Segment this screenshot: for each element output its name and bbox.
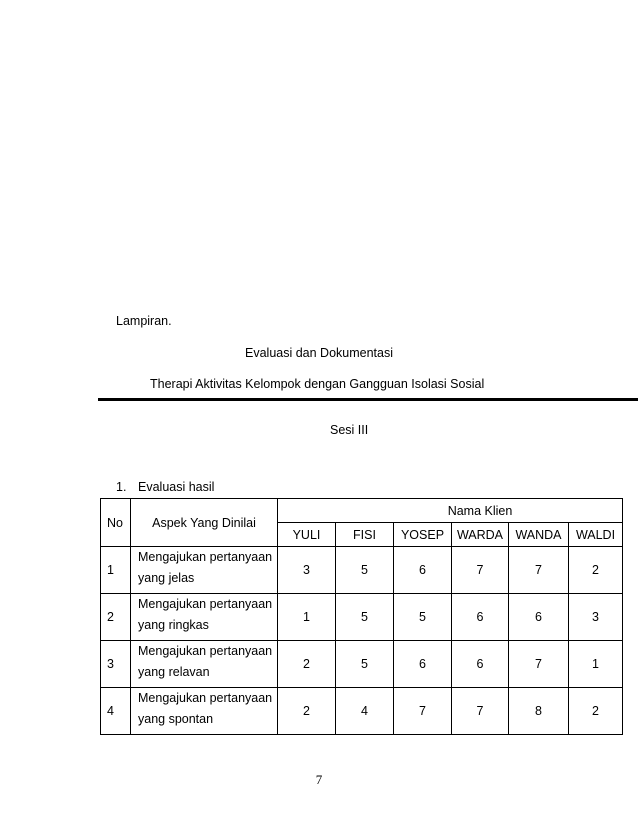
aspect-line: yang spontan — [138, 712, 214, 726]
table-row — [101, 688, 623, 735]
document-subtitle: Therapi Aktivitas Kelompok dengan Gangguan Isolasi Sosial — [150, 377, 485, 391]
table-row — [101, 547, 623, 594]
appendix-label: Lampiran. — [116, 314, 172, 328]
score-cell: 5 — [336, 594, 394, 641]
score-cell: 7 — [509, 641, 569, 688]
client-header: WANDA — [509, 523, 569, 547]
column-header-aspect: Aspek Yang Dinilai — [131, 499, 278, 547]
column-header-no: No — [101, 499, 131, 547]
row-number: 3 — [101, 641, 131, 688]
score-cell: 6 — [509, 594, 569, 641]
aspect-line: yang relavan — [138, 665, 210, 679]
document-title: Evaluasi dan Dokumentasi — [245, 346, 393, 360]
score-cell: 2 — [569, 688, 623, 735]
aspect-cell — [131, 641, 278, 688]
score-cell: 2 — [569, 547, 623, 594]
score-cell: 3 — [569, 594, 623, 641]
score-cell: 5 — [336, 641, 394, 688]
score-cell: 6 — [394, 641, 452, 688]
score-cell: 7 — [394, 688, 452, 735]
header-divider — [98, 398, 638, 401]
score-cell: 1 — [569, 641, 623, 688]
client-header: YOSEP — [394, 523, 452, 547]
client-header: FISI — [336, 523, 394, 547]
score-cell: 6 — [452, 594, 509, 641]
score-cell: 3 — [278, 547, 336, 594]
client-header: WARDA — [452, 523, 509, 547]
score-cell: 8 — [509, 688, 569, 735]
row-number: 1 — [101, 547, 131, 594]
score-cell: 4 — [336, 688, 394, 735]
score-cell: 7 — [509, 547, 569, 594]
aspect-line: Mengajukan pertanyaan — [138, 597, 273, 611]
client-header: WALDI — [569, 523, 623, 547]
aspect-cell — [131, 594, 278, 641]
aspect-line: yang jelas — [138, 571, 195, 585]
aspect-cell — [131, 547, 278, 594]
score-cell: 6 — [452, 641, 509, 688]
row-number: 4 — [101, 688, 131, 735]
row-number: 2 — [101, 594, 131, 641]
column-header-client-group: Nama Klien — [278, 499, 623, 523]
score-cell: 2 — [278, 641, 336, 688]
table-row — [101, 594, 623, 641]
session-label: Sesi III — [330, 423, 369, 437]
section-label: Evaluasi hasil — [138, 480, 215, 494]
score-cell: 7 — [452, 688, 509, 735]
aspect-line: Mengajukan pertanyaan — [138, 550, 273, 564]
score-cell: 2 — [278, 688, 336, 735]
score-cell: 7 — [452, 547, 509, 594]
aspect-line: Mengajukan pertanyaan — [138, 644, 273, 658]
score-cell: 5 — [394, 594, 452, 641]
aspect-line: Mengajukan pertanyaan — [138, 691, 273, 705]
section-number: 1. — [116, 480, 127, 494]
client-header: YULI — [278, 523, 336, 547]
score-cell: 1 — [278, 594, 336, 641]
section-heading — [116, 480, 214, 494]
header-row-top — [101, 499, 623, 523]
score-cell: 5 — [336, 547, 394, 594]
evaluation-table — [100, 498, 623, 735]
aspect-cell — [131, 688, 278, 735]
score-cell: 6 — [394, 547, 452, 594]
aspect-line: yang ringkas — [138, 618, 209, 632]
page-number: 7 — [315, 772, 323, 787]
table-row — [101, 641, 623, 688]
